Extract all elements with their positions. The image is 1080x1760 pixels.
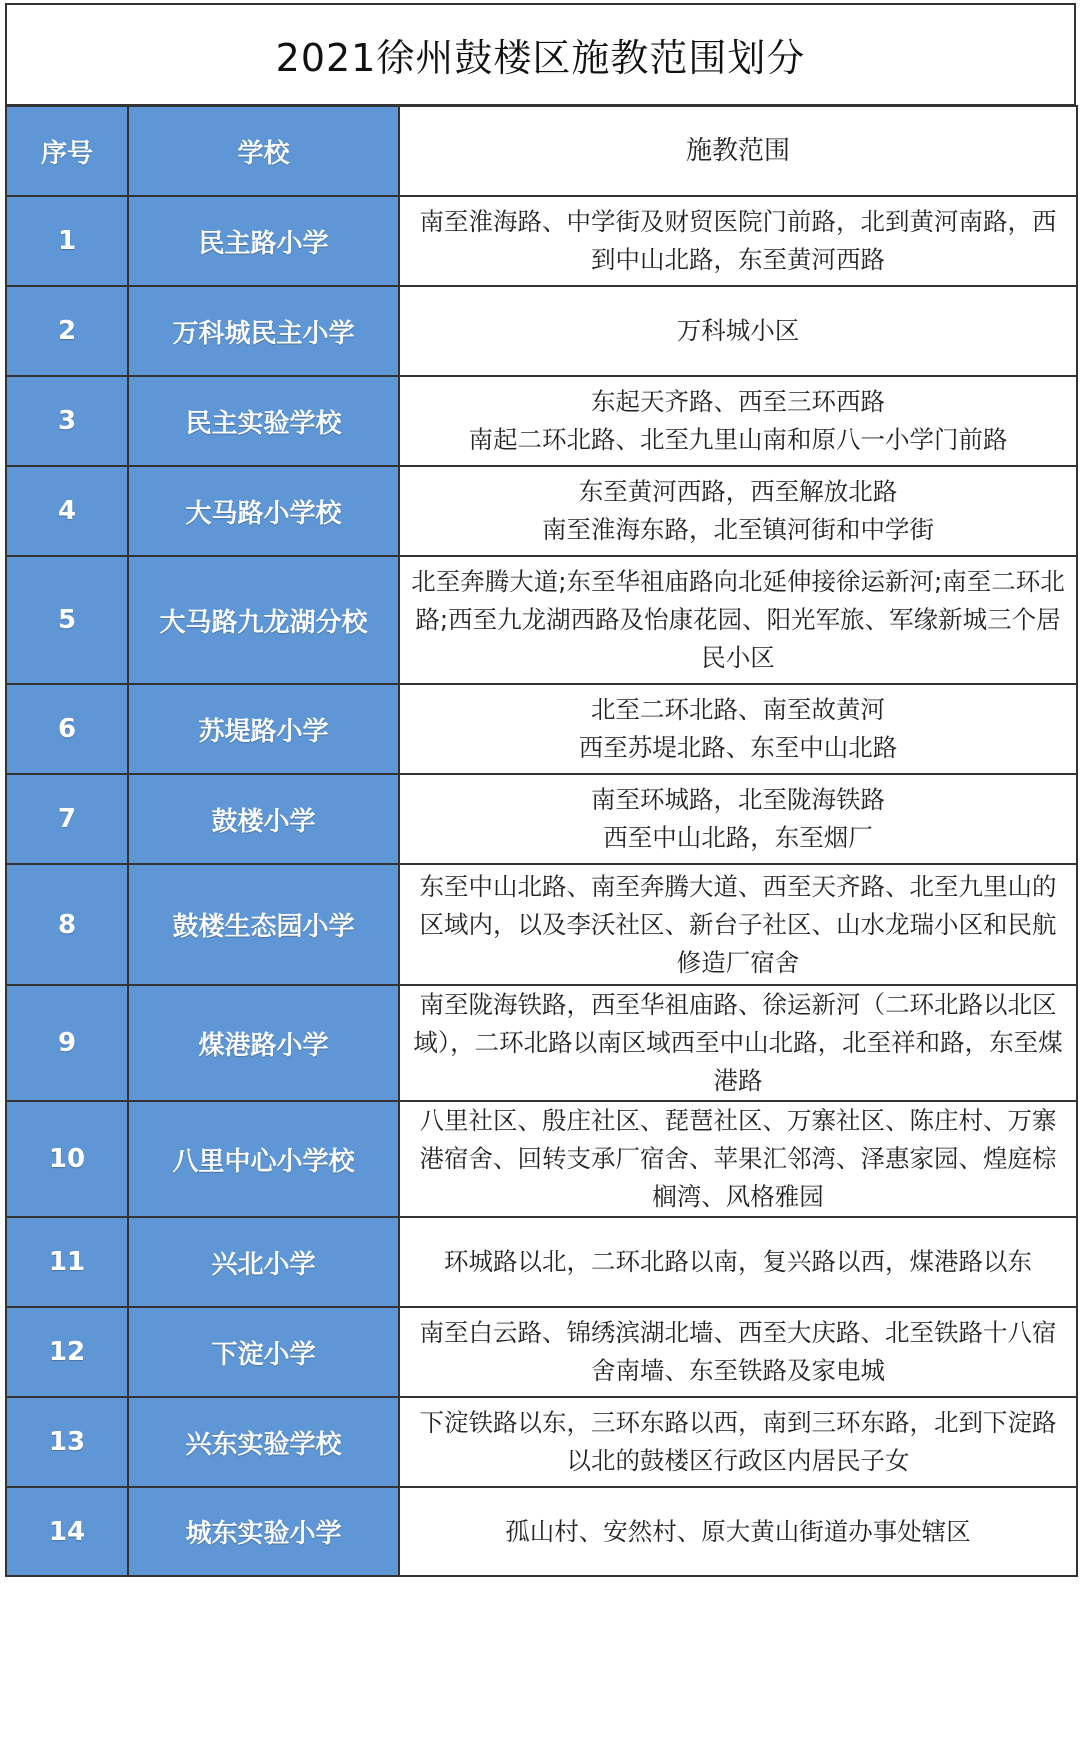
row-no: 10 [6,1101,128,1217]
row-school: 八里中心小学校 [128,1101,399,1217]
row-no: 9 [6,985,128,1101]
table-row [6,376,1077,466]
table-row [6,1397,1077,1487]
row-school: 兴东实验学校 [128,1397,399,1487]
table-row [6,466,1077,556]
row-scope: 八里社区、殷庄社区、琵琶社区、万寨社区、陈庄村、万寨港宿舍、回转支承厂宿舍、苹果汇邻湾、泽惠家园、煌庭棕榈湾、风格雅园 [399,1101,1077,1217]
school-district-table [5,105,1078,1577]
row-no: 11 [6,1217,128,1307]
row-school: 鼓楼生态园小学 [128,864,399,985]
row-scope: 南至淮海路、中学街及财贸医院门前路，北到黄河南路，西到中山北路，东至黄河西路 [399,196,1077,286]
row-school: 城东实验小学 [128,1487,399,1576]
table-row [6,196,1077,286]
row-school: 民主路小学 [128,196,399,286]
row-scope: 下淀铁路以东，三环东路以西，南到三环东路，北到下淀路以北的鼓楼区行政区内居民子女 [399,1397,1077,1487]
row-school: 民主实验学校 [128,376,399,466]
document-title: 2021徐州鼓楼区施教范围划分 [5,3,1076,106]
header-scope: 施教范围 [399,106,1077,196]
row-school: 苏堤路小学 [128,684,399,774]
row-no: 14 [6,1487,128,1576]
table-row [6,1487,1077,1576]
row-no: 2 [6,286,128,376]
row-school: 万科城民主小学 [128,286,399,376]
row-no: 13 [6,1397,128,1487]
row-no: 3 [6,376,128,466]
header-school: 学校 [128,106,399,196]
row-scope: 北至奔腾大道;东至华祖庙路向北延伸接徐运新河;南至二环北路;西至九龙湖西路及怡康花园、阳光军旅、军缘新城三个居民小区 [399,556,1077,684]
row-no: 1 [6,196,128,286]
row-no: 7 [6,774,128,864]
table-row [6,1101,1077,1217]
row-scope: 北至二环北路、南至故黄河 西至苏堤北路、东至中山北路 [399,684,1077,774]
row-scope: 东至黄河西路，西至解放北路 南至淮海东路，北至镇河街和中学街 [399,466,1077,556]
table-header-row [6,106,1077,196]
row-scope: 万科城小区 [399,286,1077,376]
row-scope: 南至陇海铁路，西至华祖庙路、徐运新河（二环北路以北区域），二环北路以南区域西至中山北路，北至祥和路，东至煤港路 [399,985,1077,1101]
row-school: 大马路九龙湖分校 [128,556,399,684]
row-scope: 南至环城路，北至陇海铁路 西至中山北路，东至烟厂 [399,774,1077,864]
table-row [6,864,1077,985]
row-school: 大马路小学校 [128,466,399,556]
row-no: 6 [6,684,128,774]
table-row [6,1217,1077,1307]
row-scope: 南至白云路、锦绣滨湖北墙、西至大庆路、北至铁路十八宿舍南墙、东至铁路及家电城 [399,1307,1077,1397]
row-scope: 环城路以北，二环北路以南，复兴路以西，煤港路以东 [399,1217,1077,1307]
row-school: 兴北小学 [128,1217,399,1307]
row-no: 12 [6,1307,128,1397]
table-row [6,1307,1077,1397]
table-row [6,985,1077,1101]
row-scope: 孤山村、安然村、原大黄山街道办事处辖区 [399,1487,1077,1576]
row-scope: 东至中山北路、南至奔腾大道、西至天齐路、北至九里山的区域内，以及李沃社区、新台子社区、山水龙瑞小区和民航修造厂宿舍 [399,864,1077,985]
row-no: 4 [6,466,128,556]
row-scope: 东起天齐路、西至三环西路 南起二环北路、北至九里山南和原八一小学门前路 [399,376,1077,466]
row-school: 煤港路小学 [128,985,399,1101]
row-no: 8 [6,864,128,985]
table-row [6,774,1077,864]
table-row [6,684,1077,774]
table-row [6,556,1077,684]
row-school: 鼓楼小学 [128,774,399,864]
row-school: 下淀小学 [128,1307,399,1397]
header-no: 序号 [6,106,128,196]
table-row [6,286,1077,376]
row-no: 5 [6,556,128,684]
